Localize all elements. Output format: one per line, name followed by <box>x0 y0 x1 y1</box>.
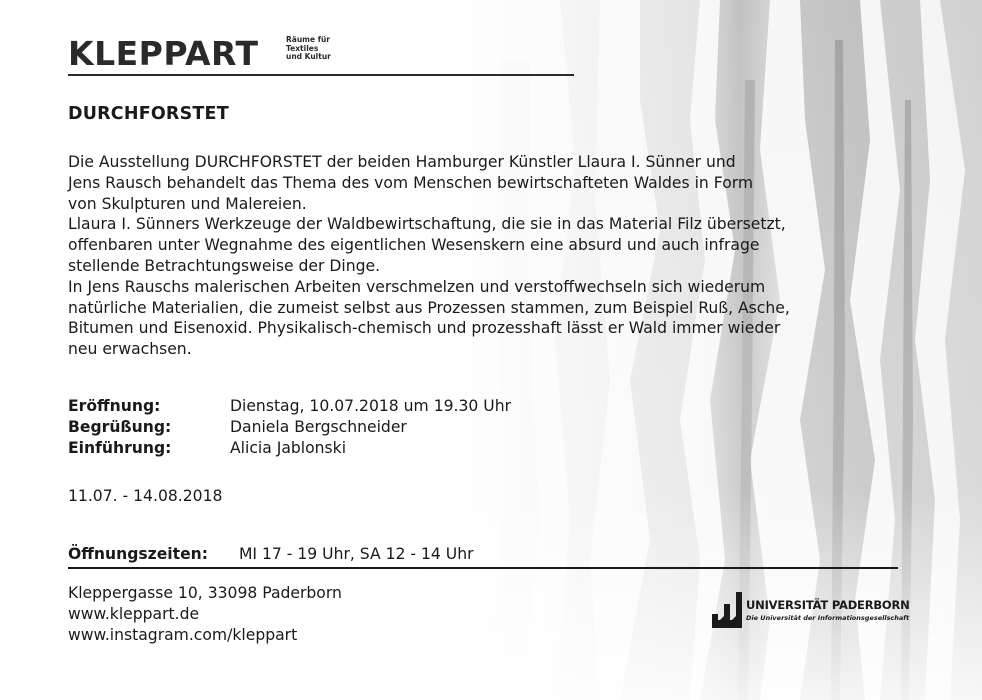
logo-underline <box>68 74 574 76</box>
description-line: In Jens Rauschs malerischen Arbeiten verschmelzen und verstoffwechseln sich wiederum <box>68 277 766 296</box>
exhibition-title: DURCHFORSTET <box>68 104 229 124</box>
description-line: Jens Rausch behandelt das Thema des vom Menschen bewirtschafteten Waldes in Form <box>68 173 754 192</box>
street-address: Kleppergasse 10, 33098 Paderborn <box>68 584 342 602</box>
intro-value: Alicia Jablonski <box>230 438 347 457</box>
university-subtitle: Die Universität der Informationsgesellschaft <box>746 614 910 622</box>
logo-tagline: Räume für Textiles und Kultur <box>286 35 331 61</box>
opening-value: Dienstag, 10.07.2018 um 19.30 Uhr <box>230 397 511 415</box>
university-logo <box>710 590 910 640</box>
description-line: Die Ausstellung DURCHFORSTET der beiden Hamburger Künstler Llaura I. Sünner und <box>68 153 736 171</box>
welcome-row <box>68 417 511 438</box>
contact-info <box>68 583 342 645</box>
event-details <box>68 396 511 458</box>
footer-divider <box>68 567 898 569</box>
opening-label: Eröffnung: <box>68 397 161 415</box>
kleppart-logo <box>68 34 578 76</box>
description-line: Llaura I. Sünners Werkzeuge der Waldbewirtschaftung, die sie in das Material Filz übersetzt, <box>68 215 786 234</box>
description-line: natürliche Materialien, die zumeist selbst aus Prozessen stammen, zum Beispiel Ruß, Asche, <box>68 298 790 317</box>
university-emblem-icon <box>710 590 744 630</box>
description-line: Bitumen und Eisenoxid. Physikalisch-chemisch und prozesshaft lässt er Wald immer wieder <box>68 319 781 338</box>
hours-label: Öffnungszeiten: <box>68 545 209 563</box>
intro-row <box>68 438 511 459</box>
description-line: von Skulpturen und Malereien. <box>68 194 307 213</box>
university-name: UNIVERSITÄT PADERBORN <box>746 598 910 612</box>
exhibition-dates: 11.07. - 14.08.2018 <box>68 487 223 505</box>
welcome-value: Daniela Bergschneider <box>230 417 407 436</box>
opening-hours <box>68 545 473 563</box>
opening-row <box>68 396 511 417</box>
description-line: offenbaren unter Wegnahme des eigentlichen Wesenskern eine absurd und auch infrage <box>68 236 760 255</box>
description-line: neu erwachsen. <box>68 340 192 359</box>
exhibition-description <box>68 152 908 360</box>
description-line: stellende Betrachtungsweise der Dinge. <box>68 256 381 275</box>
welcome-label: Begrüßung: <box>68 417 172 436</box>
intro-label: Einführung: <box>68 438 172 457</box>
hours-value: MI 17 - 19 Uhr, SA 12 - 14 Uhr <box>238 545 474 563</box>
website-link[interactable]: www.kleppart.de <box>68 604 200 623</box>
instagram-link[interactable]: www.instagram.com/kleppart <box>68 625 298 644</box>
logo-wordmark: KLEPPART <box>68 34 259 73</box>
